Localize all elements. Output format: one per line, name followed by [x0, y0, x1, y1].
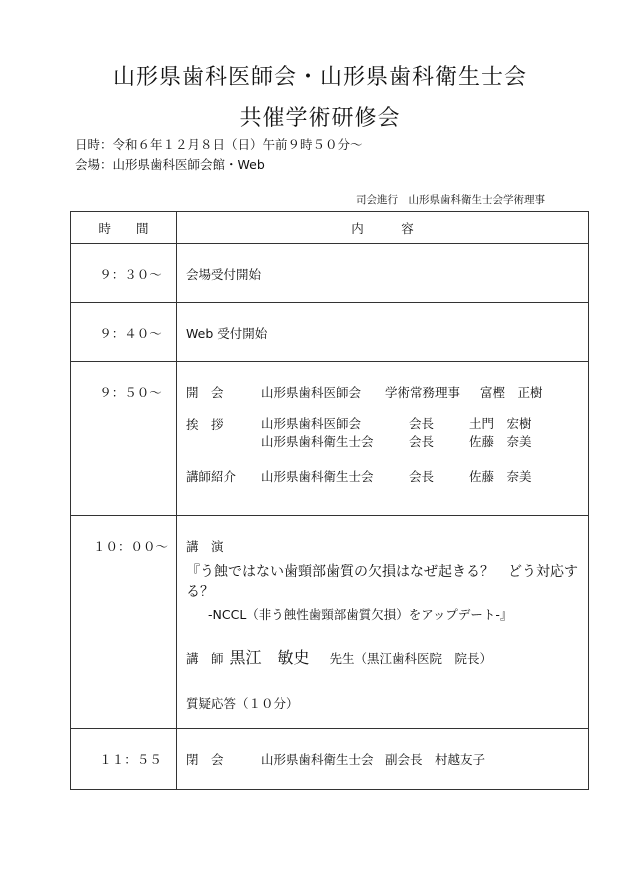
table-row [71, 244, 589, 303]
table-row [71, 362, 589, 516]
lecturer [186, 645, 588, 668]
table-row [71, 516, 589, 729]
greeting: 挨 拶 山形県歯科医師会 会長 土門 宏樹 山形県歯科衛生士会 会長 佐藤 奈美 [186, 416, 532, 449]
row-time: ９：３０～ [99, 267, 162, 282]
header-content: 内 容 [177, 212, 589, 244]
schedule-table [70, 211, 589, 790]
header-time: 時 間 [71, 212, 177, 244]
row-time: １１：５５ [99, 752, 162, 767]
closing-remarks: 閉 会 山形県歯科衛生士会 副会長 村越友子 [186, 752, 486, 767]
opening-remarks: 開 会 山形県歯科医師会 学術常務理事 富樫 正樹 [186, 385, 543, 400]
table-row [71, 303, 589, 362]
page-title-line2: 共催学術研修会 [239, 106, 401, 131]
event-venue: 会場：山形県歯科医師会館・Web [75, 157, 265, 172]
emcee-note: 司会進行 山形県歯科衛生士会学術理事 [356, 194, 545, 206]
row-time: １０：００～ [92, 539, 168, 554]
row-time: ９：４０～ [99, 326, 162, 341]
page-title-line1: 山形県歯科医師会・山形県歯科衛生士会 [112, 65, 527, 90]
lecture-subtitle: -NCCL（非う蝕性歯頸部歯質欠損）をアップデート-』 [208, 607, 513, 622]
qa-session: 質疑応答（１０分） [186, 696, 299, 711]
lecture-title: 『う蝕ではない歯頸部歯質の欠損はなぜ起きる？ どう対応する？ [186, 564, 578, 600]
lecturer-label: 講 師 [186, 651, 224, 666]
row-time: ９：５０～ [99, 385, 162, 400]
table-header-row [71, 212, 589, 244]
lecturer-introduction: 講師紹介 山形県歯科衛生士会 会長 佐藤 奈美 [186, 469, 532, 484]
lecture-label: 講 演 [186, 539, 224, 554]
row-content: Web 受付開始 [186, 326, 268, 341]
event-datetime: 日時：令和６年１２月８日（日）午前９時５０分～ [75, 137, 363, 152]
row-content: 会場受付開始 [186, 267, 262, 282]
table-row [71, 729, 589, 790]
lecturer-affiliation: 先生（黒江歯科医院 院長） [329, 651, 493, 666]
lecturer-name: 黒江 敏史 [229, 648, 310, 667]
